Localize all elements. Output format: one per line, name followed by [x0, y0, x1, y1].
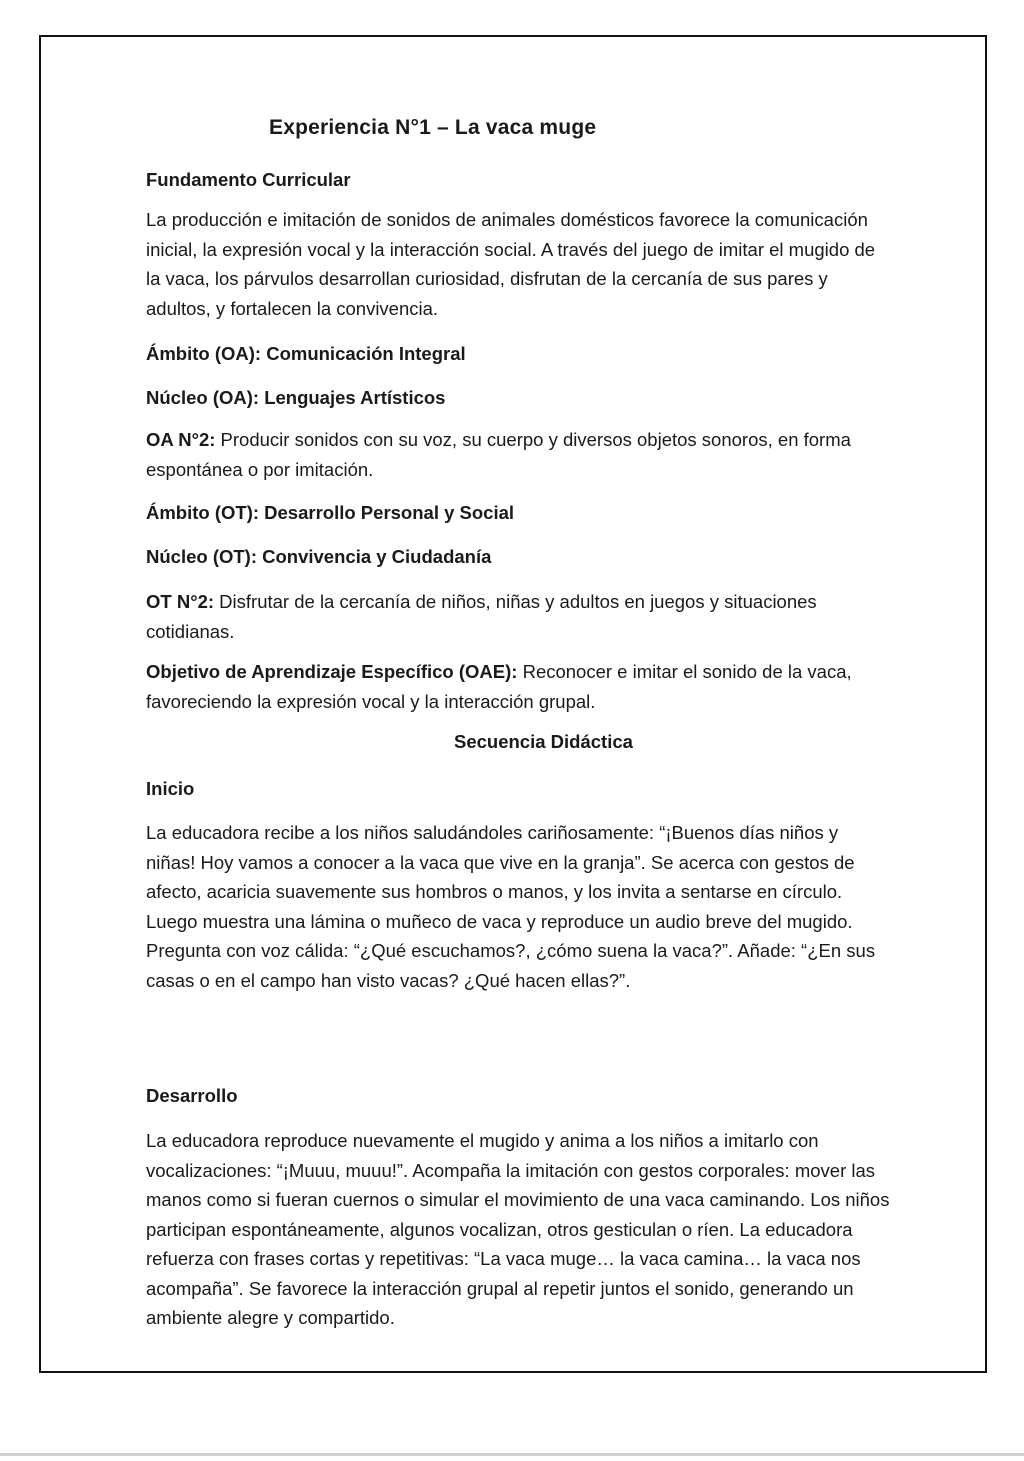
ambito-oa: Ámbito (OA): Comunicación Integral	[146, 343, 466, 364]
fundamento-heading: Fundamento Curricular	[146, 169, 351, 190]
ot-label: OT N°2:	[146, 591, 215, 612]
ot-text: Disfrutar de la cercanía de niños, niñas y adultos en juegos y situaciones cotidianas.	[146, 591, 817, 642]
document-title: Experiencia N°1 – La vaca muge	[269, 116, 597, 139]
oa-text: Producir sonidos con su voz, su cuerpo y diversos objetos sonoros, en forma espontánea o por imitación.	[146, 429, 851, 480]
fundamento-text: La producción e imitación de sonidos de animales domésticos favorece la comunicación inicial, la expresión vocal y la interacción social. A través del juego de imitar el mugido de la vaca, los párvulos desarrollan curiosidad, disfrutan de la cercanía de sus pares y adultos, y fortalecen la convivencia.	[146, 209, 876, 319]
bottom-divider	[0, 1453, 1024, 1456]
oae-text: Reconocer e imitar el sonido de la vaca, favoreciendo la expresión vocal y la interacción grupal.	[146, 661, 852, 712]
oae-paragraph	[146, 657, 891, 716]
inicio-heading: Inicio	[146, 778, 195, 799]
secuencia-heading: Secuencia Didáctica	[454, 731, 633, 752]
desarrollo-heading: Desarrollo	[146, 1085, 238, 1106]
nucleo-ot: Núcleo (OT): Convivencia y Ciudadanía	[146, 546, 492, 567]
ambito-ot: Ámbito (OT): Desarrollo Personal y Social	[146, 502, 515, 523]
desarrollo-text: La educadora reproduce nuevamente el mugido y anima a los niños a imitarlo con vocalizaciones: “¡Muuu, muuu!”. Acompaña la imitación con gestos corporales: mover las manos como si fueran cuernos o simular el movimiento de una vaca caminando. Los niños participan espontáneamente, algunos vocalizan, otros gesticulan o ríen. La educadora refuerza con frases cortas y repetitivas: “La vaca muge… la vaca camina… la vaca nos acompaña”. Se favorece la interacción grupal al repetir juntos el sonido, generando un ambiente alegre y compartido.	[146, 1130, 890, 1328]
inicio-text: La educadora recibe a los niños saludándoles cariñosamente: “¡Buenos días niños y niñas! Hoy vamos a conocer a la vaca que vive en la granja”. Se acerca con gestos de afecto, acaricia suavemente sus hombros o manos, y los invita a sentarse en círculo. Luego muestra una lámina o muñeco de vaca y reproduce un audio breve del mugido. Pregunta con voz cálida: “¿Qué escuchamos?, ¿cómo suena la vaca?”. Añade: “¿En sus casas o en el campo han visto vacas? ¿Qué hacen ellas?”.	[146, 822, 876, 991]
ot-paragraph	[146, 587, 891, 646]
oa-paragraph	[146, 425, 891, 484]
nucleo-oa: Núcleo (OA): Lenguajes Artísticos	[146, 387, 446, 408]
oa-label: OA N°2:	[146, 429, 216, 450]
oae-label: Objetivo de Aprendizaje Específico (OAE):	[146, 661, 518, 682]
